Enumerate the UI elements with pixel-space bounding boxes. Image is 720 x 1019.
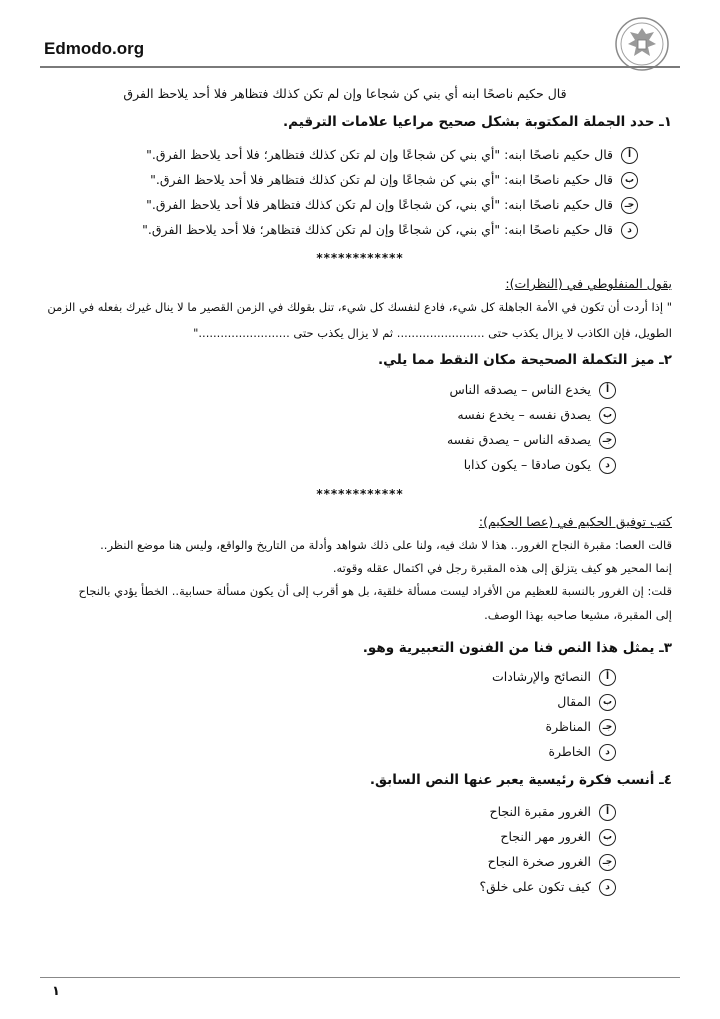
q2-option-a[interactable] (449, 382, 616, 402)
option-text: الغرور صخرة النجاح (487, 854, 591, 869)
option-bubble: د (599, 744, 616, 761)
option-text: يكون صادقا – يكون كذابا (463, 457, 591, 472)
question-1-title: ١ـ حدد الجملة المكتوبة بشكل صحيح مراعيا علامات الترقيم. (283, 114, 672, 130)
question-4-title: ٤ـ أنسب فكرة رئيسية يعبر عنها النص السابق. (369, 772, 672, 788)
option-bubble: د (599, 457, 616, 474)
q4-option-c[interactable] (488, 854, 616, 874)
q3-option-a[interactable] (492, 669, 616, 689)
option-bubble: أ (621, 147, 638, 164)
passage-2-line: قلت: إن الغرور بالنسبة للعظيم من الأفراد ليست مسألة خلقية، بل هو أقرب إلى أن يكون مسألة حسابية.. الخطأ يؤدي بالنجاح (78, 584, 672, 598)
option-bubble: ب (621, 172, 638, 189)
q2-option-d[interactable] (464, 457, 616, 477)
header-divider (40, 66, 680, 68)
passage-1-line: الطويل، فإن الكاذب لا يزال يكذب حتى ........................ ثم لا يزال يكذب حتى ........................." (193, 326, 672, 340)
option-bubble: جـ (599, 854, 616, 871)
passage-1-heading: يقول المنفلوطي في (النظرات): (505, 276, 672, 291)
option-text: كيف تكون على خلق؟ (479, 879, 591, 894)
option-text: المقال (557, 694, 591, 709)
option-text: الخاطرة (548, 744, 591, 759)
passage-1-line: " إذا أردت أن تكون في الأمة الجاهلة كل شيء، فادع لنفسك كل شيء، تنل بقولك في الزمن القصير ما لا ينال غيرك بفعله في الزمن (47, 300, 672, 314)
separator: ************ (316, 487, 404, 501)
option-bubble: ب (599, 694, 616, 711)
option-bubble: جـ (621, 197, 638, 214)
option-bubble: جـ (599, 432, 616, 449)
intro-sentence: قال حكيم ناصحًا ابنه أي بني كن شجاعا وإن لم تكن كذلك فتظاهر فلا أحد يلاحظ الفرق (123, 86, 567, 101)
option-text: قال حكيم ناصحًا ابنه: "أي بني، كن شجاعًا وإن لم تكن كذلك فتظاهر؛ فلا أحد يلاحظ الفرق." (142, 222, 613, 237)
option-text: قال حكيم ناصحًا ابنه: "أي بني، كن شجاعًا وإن لم تكن كذلك فتظاهر فلا أحد يلاحظ الفرق." (146, 197, 613, 212)
q4-option-b[interactable] (500, 829, 616, 849)
eagle-emblem-icon (604, 14, 680, 74)
q4-option-a[interactable] (490, 804, 616, 824)
q3-option-d[interactable] (548, 744, 616, 764)
passage-2-line: إلى المقبرة، مشيعا صاحبه بهذا الوصف. (484, 608, 672, 622)
option-bubble: ب (599, 407, 616, 424)
page-number: ١ (52, 984, 60, 999)
option-text: يصدق نفسه – يخدع نفسه (457, 407, 591, 422)
option-text: الغرور مقبرة النجاح (489, 804, 591, 819)
separator: ************ (316, 251, 404, 265)
q2-option-b[interactable] (457, 407, 616, 427)
q3-option-b[interactable] (557, 694, 616, 714)
q3-option-c[interactable] (546, 719, 616, 739)
option-text: النصائح والإرشادات (492, 669, 591, 684)
passage-2-line: إنما المحير هو كيف يتزلق إلى هذه المقبرة رجل في اكتمال عقله وقوته. (332, 561, 672, 575)
question-3-title: ٣ـ يمثل هذا النص فنا من الفنون التعبيرية وهو. (362, 640, 672, 656)
footer-divider (40, 977, 680, 978)
q1-option-b[interactable] (150, 172, 638, 192)
q1-option-d[interactable] (142, 222, 638, 242)
option-bubble: جـ (599, 719, 616, 736)
q1-option-c[interactable] (146, 197, 638, 217)
option-text: قال حكيم ناصحًا ابنه: "أي بني كن شجاعًا وإن لم تكن كذلك فتظاهر؛ فلا أحد يلاحظ الفرق." (146, 147, 613, 162)
site-name: Edmodo.org (44, 39, 145, 58)
q1-option-a[interactable] (146, 147, 638, 167)
option-bubble: أ (599, 669, 616, 686)
option-text: يخدع الناس – يصدقه الناس (449, 382, 591, 397)
option-text: قال حكيم ناصحًا ابنه: "أي بني كن شجاعًا وإن لم تكن كذلك فتظاهر فلا أحد يلاحظ الفرق." (150, 172, 613, 187)
option-bubble: د (599, 879, 616, 896)
option-text: المناظرة (545, 719, 591, 734)
option-bubble: ب (599, 829, 616, 846)
passage-2-line: قالت العصا: مقبرة النجاح الغرور.. هذا لا شك فيه، ولنا على ذلك شواهد وأدلة من التاريخ والواقع، وليس هنا موضع النظر.. (100, 538, 672, 552)
passage-2-heading: كتب توفيق الحكيم في (عصا الحكيم): (478, 514, 672, 529)
q4-option-d[interactable] (479, 879, 616, 899)
option-bubble: أ (599, 804, 616, 821)
option-text: الغرور مهر النجاح (500, 829, 591, 844)
option-bubble: أ (599, 382, 616, 399)
question-2-title: ٢ـ ميز التكملة الصحيحة مكان النقط مما يلي. (377, 352, 672, 368)
option-bubble: د (621, 222, 638, 239)
q2-option-c[interactable] (447, 432, 616, 452)
option-text: يصدقه الناس – يصدق نفسه (446, 432, 591, 447)
